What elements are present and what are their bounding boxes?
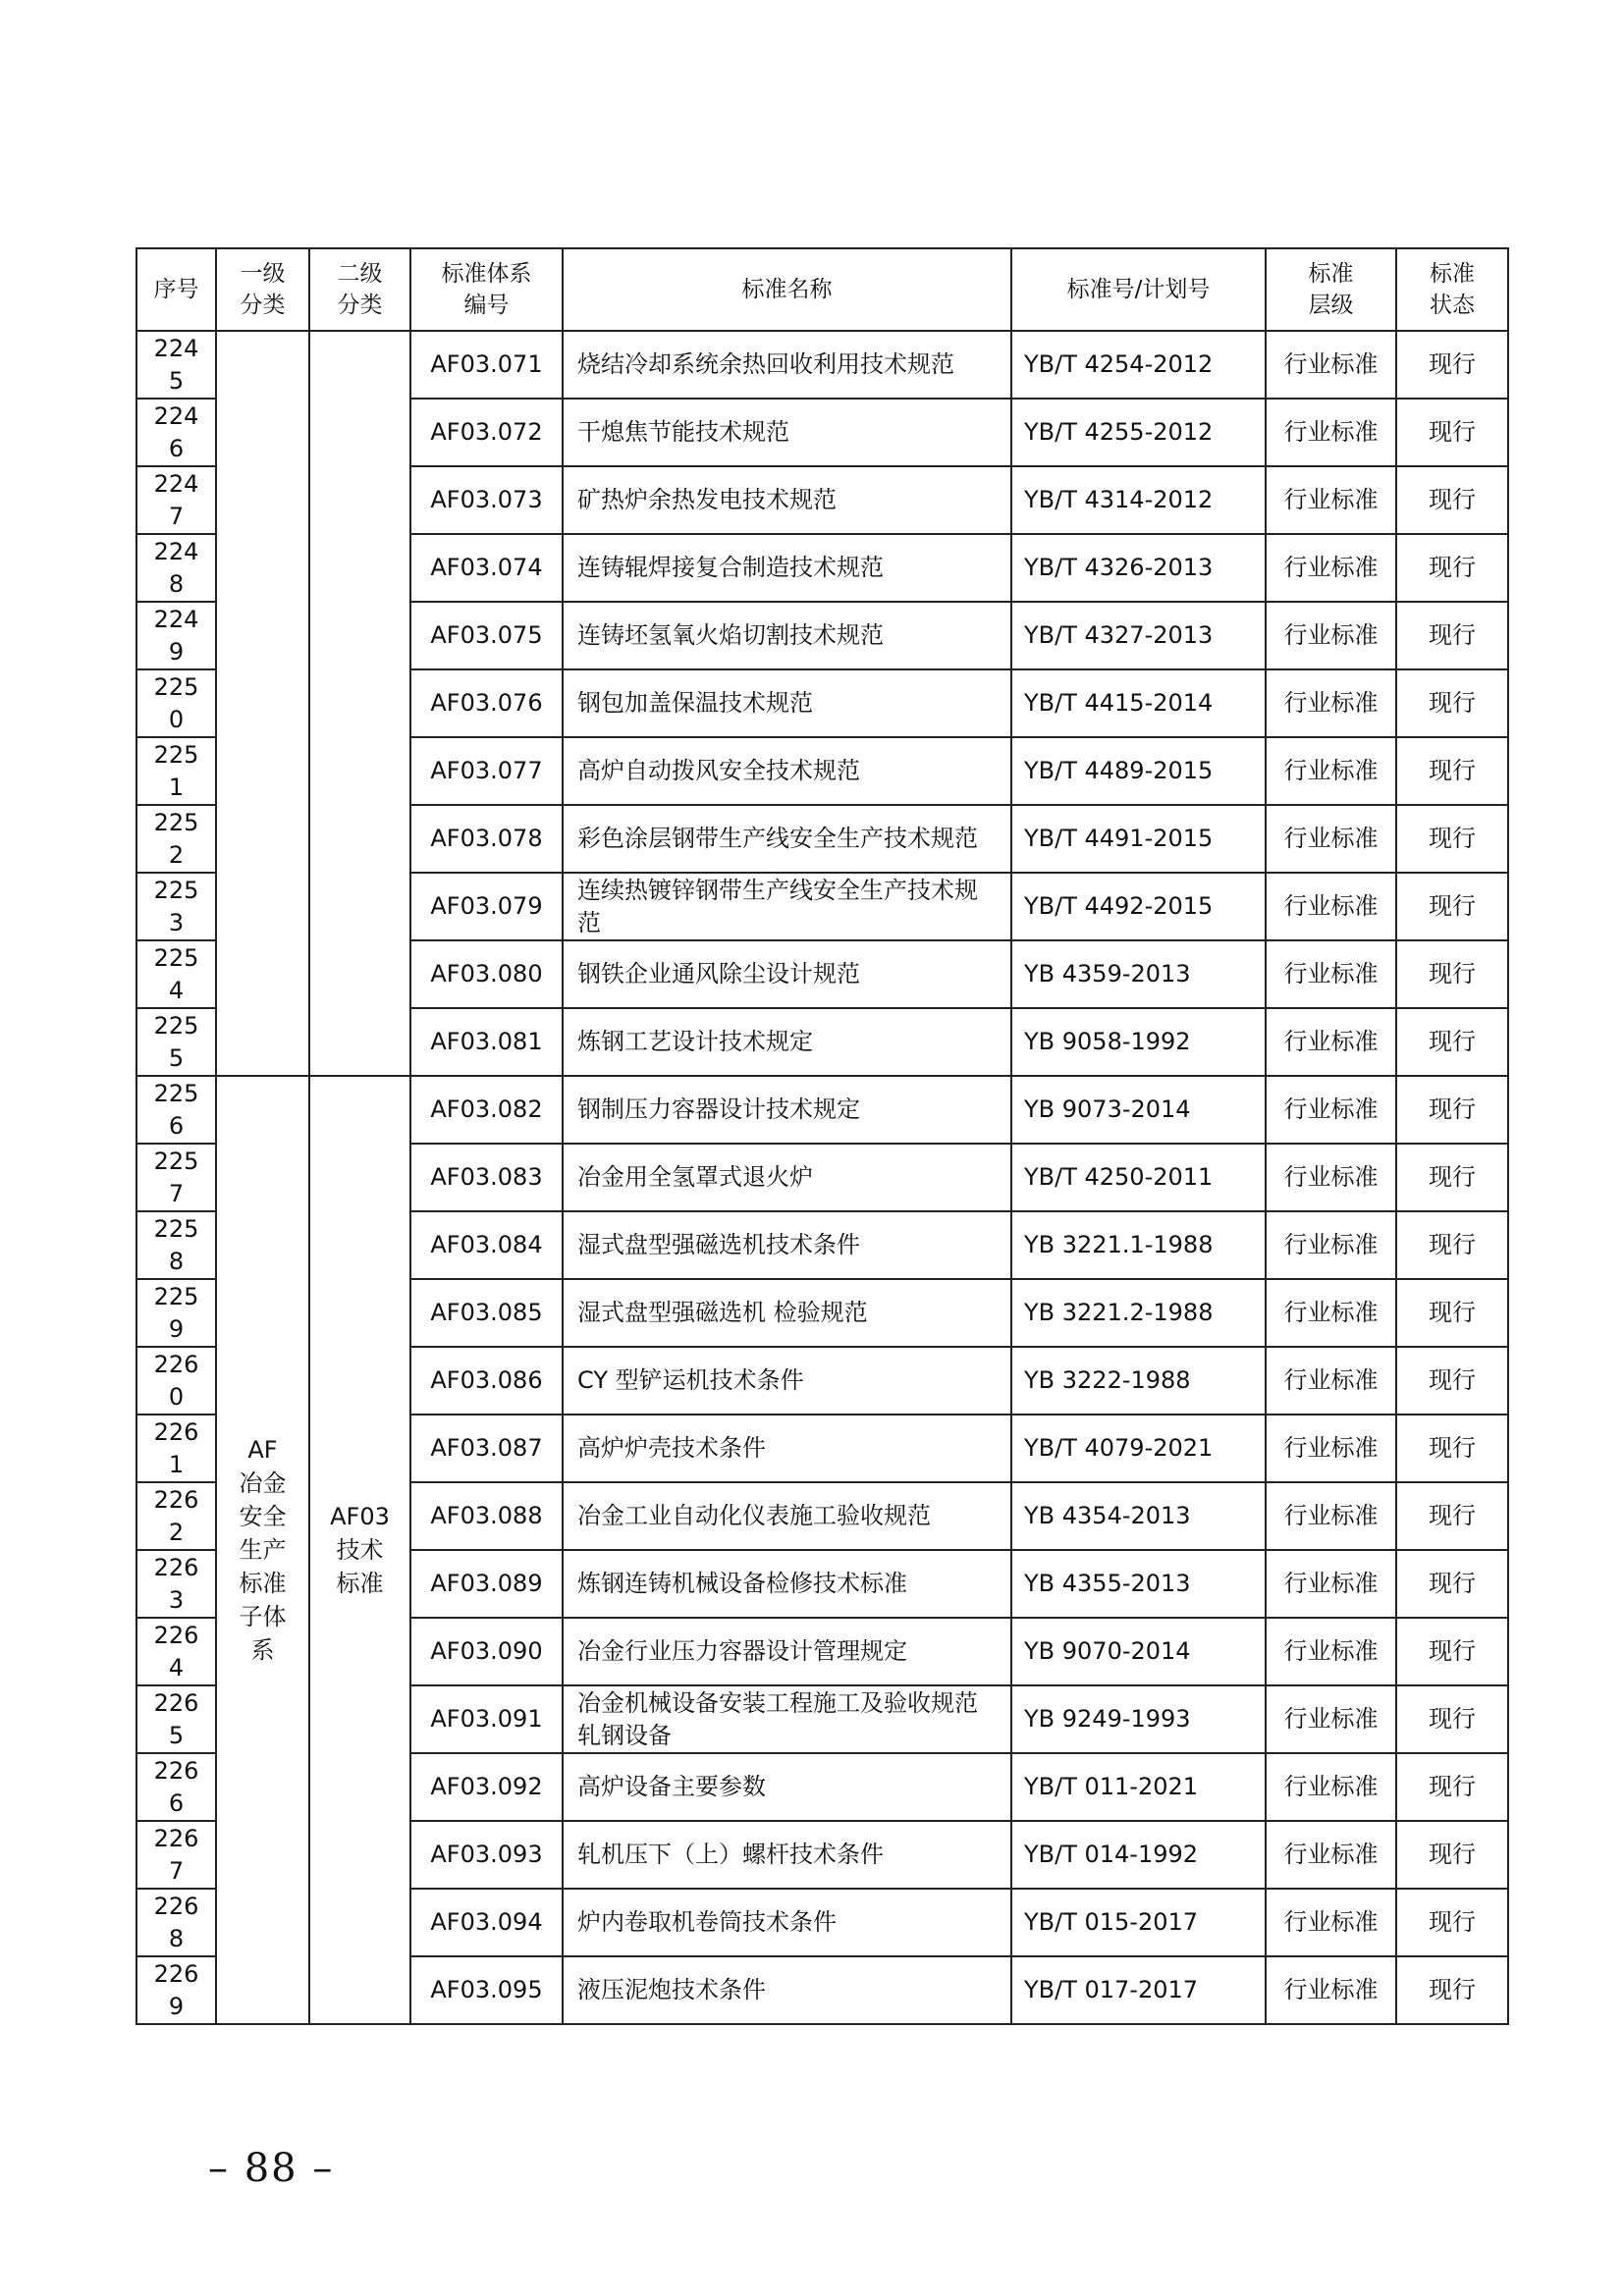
cell-name: 干熄焦节能技术规范 [563,399,1011,466]
cell-code: AF03.095 [410,1956,563,2024]
cell-seq [136,1415,216,1482]
cat2-label: AF03技术标准 [330,1503,390,1597]
cell-code: AF03.083 [410,1144,563,1211]
cell-seq [136,669,216,737]
cell-code: AF03.081 [410,1008,563,1076]
cell-level: 行业标准 [1266,331,1396,399]
cell-name: 钢包加盖保温技术规范 [563,669,1011,737]
cell-name: 连铸辊焊接复合制造技术规范 [563,534,1011,602]
seq-text: 2247 [153,469,199,530]
cell-seq [136,602,216,669]
cell-status: 现行 [1396,1618,1508,1685]
cell-name: 湿式盘型强磁选机 检验规范 [563,1279,1011,1347]
cell-number: YB/T 4415-2014 [1011,669,1266,737]
seq-text: 2245 [153,334,199,395]
cell-number: YB 9070-2014 [1011,1618,1266,1685]
cell-number: YB/T 014-1992 [1011,1821,1266,1889]
cell-code: AF03.090 [410,1618,563,1685]
cell-number: YB/T 4314-2012 [1011,466,1266,534]
cell-status: 现行 [1396,399,1508,466]
table-body [136,331,1508,2024]
cell-level: 行业标准 [1266,669,1396,737]
cell-code: AF03.089 [410,1550,563,1618]
cell-level: 行业标准 [1266,1685,1396,1753]
cell-number: YB/T 4326-2013 [1011,534,1266,602]
seq-text: 2248 [153,537,199,598]
cell-code: AF03.087 [410,1415,563,1482]
cell-code: AF03.071 [410,331,563,399]
header-cat1: 一级分类 [216,248,309,331]
cell-seq [136,1821,216,1889]
cell-seq [136,1008,216,1076]
cell-level: 行业标准 [1266,1076,1396,1144]
cell-status: 现行 [1396,1956,1508,2024]
cell-status: 现行 [1396,1415,1508,1482]
cell-level: 行业标准 [1266,1956,1396,2024]
cell-cat2 [309,1076,410,2024]
cell-seq [136,466,216,534]
cell-seq [136,805,216,873]
cell-code: AF03.074 [410,534,563,602]
seq-text: 2261 [153,1417,199,1478]
cell-code: AF03.079 [410,873,563,940]
cell-code: AF03.072 [410,399,563,466]
cell-number: YB 9073-2014 [1011,1076,1266,1144]
cell-status: 现行 [1396,466,1508,534]
seq-text: 2259 [153,1282,199,1343]
cell-name: 轧机压下（上）螺杆技术条件 [563,1821,1011,1889]
cell-code: AF03.085 [410,1279,563,1347]
cell-number: YB/T 011-2021 [1011,1753,1266,1821]
cell-name: 冶金行业压力容器设计管理规定 [563,1618,1011,1685]
cell-level: 行业标准 [1266,1279,1396,1347]
cell-name: 冶金工业自动化仪表施工验收规范 [563,1482,1011,1550]
page-number: – 88 – [208,2146,335,2191]
cell-number: YB/T 4079-2021 [1011,1415,1266,1482]
cell-level: 行业标准 [1266,1753,1396,1821]
seq-text: 2265 [153,1688,199,1749]
seq-text: 2255 [153,1011,199,1072]
cell-code: AF03.075 [410,602,563,669]
cell-name: 冶金用全氢罩式退火炉 [563,1144,1011,1211]
cell-name: 高炉自动拨风安全技术规范 [563,737,1011,805]
cell-seq [136,1076,216,1144]
cell-seq [136,1211,216,1279]
cell-seq [136,331,216,399]
cell-level: 行业标准 [1266,1211,1396,1279]
seq-text: 2254 [153,943,199,1004]
seq-text: 2252 [153,808,199,869]
standards-table [135,247,1509,2025]
cell-name: 高炉炉壳技术条件 [563,1415,1011,1482]
cell-level: 行业标准 [1266,1347,1396,1415]
cell-level: 行业标准 [1266,1821,1396,1889]
header-seq: 序号 [136,248,216,331]
cell-seq [136,1347,216,1415]
table-row [136,1076,1508,1144]
cell-seq [136,534,216,602]
cell-name: 钢制压力容器设计技术规定 [563,1076,1011,1144]
cell-seq [136,1753,216,1821]
cell-status: 现行 [1396,737,1508,805]
cell-number: YB/T 4250-2011 [1011,1144,1266,1211]
cell-status: 现行 [1396,1889,1508,1956]
seq-text: 2256 [153,1079,199,1140]
cell-cat1-empty [216,331,309,1076]
cell-number: YB 3221.1-1988 [1011,1211,1266,1279]
cell-name: 连续热镀锌钢带生产线安全生产技术规范 [563,873,1011,940]
header-name: 标准名称 [563,248,1011,331]
cell-name: 炼钢连铸机械设备检修技术标准 [563,1550,1011,1618]
seq-text: 2249 [153,605,199,666]
cell-number: YB/T 4489-2015 [1011,737,1266,805]
cell-level: 行业标准 [1266,1008,1396,1076]
cell-name: 矿热炉余热发电技术规范 [563,466,1011,534]
cell-level: 行业标准 [1266,1144,1396,1211]
seq-text: 2268 [153,1892,199,1952]
cell-name: 湿式盘型强磁选机技术条件 [563,1211,1011,1279]
cell-name: 炉内卷取机卷筒技术条件 [563,1889,1011,1956]
cell-number: YB 4359-2013 [1011,940,1266,1008]
cell-name: 烧结冷却系统余热回收利用技术规范 [563,331,1011,399]
cell-level: 行业标准 [1266,602,1396,669]
cell-status: 现行 [1396,1279,1508,1347]
cell-code: AF03.092 [410,1753,563,1821]
cell-number: YB 9249-1993 [1011,1685,1266,1753]
cell-code: AF03.094 [410,1889,563,1956]
cell-seq [136,1550,216,1618]
cell-level: 行业标准 [1266,805,1396,873]
cell-status: 现行 [1396,1211,1508,1279]
cell-level: 行业标准 [1266,466,1396,534]
cell-seq [136,940,216,1008]
seq-text: 2251 [153,740,199,801]
header-status: 标准状态 [1396,248,1508,331]
cell-status: 现行 [1396,805,1508,873]
cell-number: YB 3221.2-1988 [1011,1279,1266,1347]
cell-seq [136,1618,216,1685]
cell-code: AF03.080 [410,940,563,1008]
cell-number: YB 4354-2013 [1011,1482,1266,1550]
seq-text: 2269 [153,1959,199,2020]
cell-code: AF03.073 [410,466,563,534]
header-cat2: 二级分类 [309,248,410,331]
cell-number: YB/T 4255-2012 [1011,399,1266,466]
cell-status: 现行 [1396,1076,1508,1144]
cell-level: 行业标准 [1266,1618,1396,1685]
cell-number: YB/T 4327-2013 [1011,602,1266,669]
seq-text: 2258 [153,1214,199,1275]
cell-level: 行业标准 [1266,534,1396,602]
cell-number: YB/T 017-2017 [1011,1956,1266,2024]
cell-name: 彩色涂层钢带生产线安全生产技术规范 [563,805,1011,873]
cell-name: 高炉设备主要参数 [563,1753,1011,1821]
cell-code: AF03.091 [410,1685,563,1753]
cell-seq [136,1889,216,1956]
cell-seq [136,1279,216,1347]
cell-status: 现行 [1396,1144,1508,1211]
cell-seq [136,1956,216,2024]
cell-name: 钢铁企业通风除尘设计规范 [563,940,1011,1008]
seq-text: 2266 [153,1756,199,1817]
seq-text: 2267 [153,1824,199,1885]
cat1-label: AF冶金安全生产标准子体系 [239,1436,287,1664]
cell-level: 行业标准 [1266,737,1396,805]
cell-status: 现行 [1396,1550,1508,1618]
cell-level: 行业标准 [1266,399,1396,466]
seq-text: 2264 [153,1621,199,1682]
cell-name: 连铸坯氢氧火焰切割技术规范 [563,602,1011,669]
cell-status: 现行 [1396,669,1508,737]
header-code: 标准体系编号 [410,248,563,331]
seq-text: 2253 [153,876,199,936]
seq-text: 2263 [153,1553,199,1614]
cell-number: YB/T 015-2017 [1011,1889,1266,1956]
cell-number: YB 4355-2013 [1011,1550,1266,1618]
cell-level: 行业标准 [1266,873,1396,940]
cell-status: 现行 [1396,1753,1508,1821]
cell-name: 冶金机械设备安装工程施工及验收规范轧钢设备 [563,1685,1011,1753]
cell-code: AF03.077 [410,737,563,805]
cell-level: 行业标准 [1266,1415,1396,1482]
cell-status: 现行 [1396,1347,1508,1415]
table-header-row [136,248,1508,331]
cell-name: 液压泥炮技术条件 [563,1956,1011,2024]
cell-status: 现行 [1396,1482,1508,1550]
cell-number: YB/T 4491-2015 [1011,805,1266,873]
cell-status: 现行 [1396,873,1508,940]
seq-text: 2262 [153,1485,199,1546]
cell-seq [136,737,216,805]
seq-text: 2250 [153,672,199,733]
cell-status: 现行 [1396,331,1508,399]
cell-cat2-empty [309,331,410,1076]
header-number: 标准号/计划号 [1011,248,1266,331]
seq-text: 2257 [153,1147,199,1207]
cell-number: YB 9058-1992 [1011,1008,1266,1076]
cell-seq [136,1144,216,1211]
cell-number: YB/T 4254-2012 [1011,331,1266,399]
cell-code: AF03.086 [410,1347,563,1415]
cell-seq [136,399,216,466]
cell-status: 现行 [1396,1008,1508,1076]
cell-level: 行业标准 [1266,940,1396,1008]
table-row [136,331,1508,399]
cell-level: 行业标准 [1266,1550,1396,1618]
cell-level: 行业标准 [1266,1889,1396,1956]
cell-code: AF03.082 [410,1076,563,1144]
cell-number: YB 3222-1988 [1011,1347,1266,1415]
cell-seq [136,1482,216,1550]
cell-status: 现行 [1396,940,1508,1008]
cell-number: YB/T 4492-2015 [1011,873,1266,940]
cell-level: 行业标准 [1266,1482,1396,1550]
cell-status: 现行 [1396,602,1508,669]
cell-code: AF03.076 [410,669,563,737]
cell-cat1 [216,1076,309,2024]
cell-seq [136,1685,216,1753]
cell-status: 现行 [1396,1821,1508,1889]
cell-status: 现行 [1396,534,1508,602]
cell-code: AF03.078 [410,805,563,873]
cell-seq [136,873,216,940]
cell-code: AF03.088 [410,1482,563,1550]
seq-text: 2246 [153,401,199,462]
seq-text: 2260 [153,1350,199,1411]
cell-code: AF03.093 [410,1821,563,1889]
cell-status: 现行 [1396,1685,1508,1753]
cell-name: CY 型铲运机技术条件 [563,1347,1011,1415]
cell-name: 炼钢工艺设计技术规定 [563,1008,1011,1076]
cell-code: AF03.084 [410,1211,563,1279]
header-level: 标准层级 [1266,248,1396,331]
